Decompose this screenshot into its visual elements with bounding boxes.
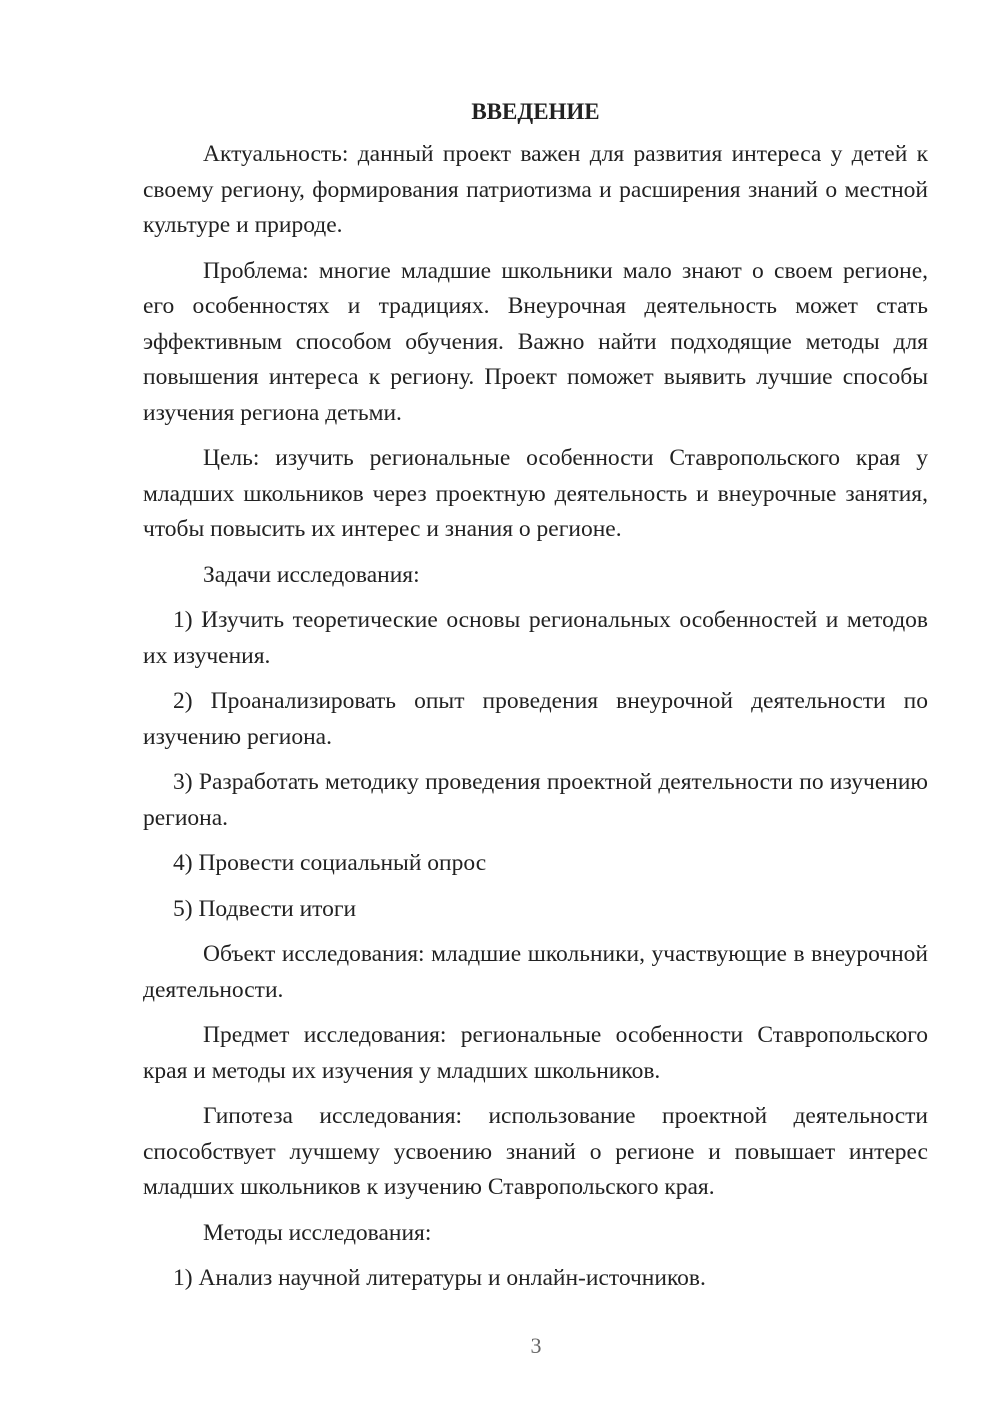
page-title: ВВЕДЕНИЕ	[471, 99, 600, 124]
task-item-1: 1) Изучить теоретические основы региональных особенностей и методов их изучения.	[143, 607, 928, 669]
document-page	[143, 94, 928, 1307]
page-number: 3	[530, 1333, 542, 1358]
task-item-2: 2) Проанализировать опыт проведения внеурочной деятельности по изучению региона.	[143, 688, 928, 750]
hypothesis-paragraph: Гипотеза исследования: использование проектной деятельности способствует лучшему усвоению знаний о регионе и повышает интерес младших школьников к изучению Ставропольского края.	[143, 1103, 928, 1200]
goal-paragraph: Цель: изучить региональные особенности Ставропольского края у младших школьников через проектную деятельность и внеурочные занятия, чтобы повысить их интерес и знания о регионе.	[143, 445, 928, 542]
task-item-4: 4) Провести социальный опрос	[173, 850, 487, 876]
method-item-1: 1) Анализ научной литературы и онлайн-источников.	[173, 1265, 706, 1291]
methods-heading: Методы исследования:	[203, 1219, 432, 1246]
relevance-paragraph: Актуальность: данный проект важен для развития интереса у детей к своему региону, формирования патриотизма и расширения знаний о местной культуре и природе.	[143, 141, 928, 238]
object-paragraph: Объект исследования: младшие школьники, участвующие в внеурочной деятельности.	[143, 941, 928, 1003]
task-item-5: 5) Подвести итоги	[173, 895, 357, 922]
tasks-heading: Задачи исследования:	[203, 561, 420, 588]
subject-paragraph: Предмет исследования: региональные особенности Ставропольского края и методы их изучения у младших школьников.	[143, 1022, 928, 1084]
problem-paragraph: Проблема: многие младшие школьники мало знают о своем регионе, его особенностях и традициях. Внеурочная деятельность может стать эффективным способом обучения. Важно найти подходящие методы для повышения интереса к региону. Проект поможет выявить лучшие способы изучения региона детьми.	[143, 257, 928, 426]
task-item-3: 3) Разработать методику проведения проектной деятельности по изучению региона.	[143, 769, 928, 831]
